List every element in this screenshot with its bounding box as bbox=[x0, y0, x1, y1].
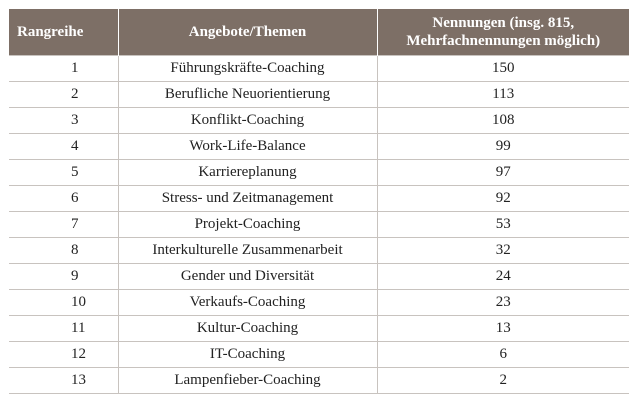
topic-cell: Verkaufs-Coaching bbox=[118, 290, 377, 316]
rank-cell: 9 bbox=[9, 264, 118, 290]
table-row bbox=[9, 290, 629, 316]
topic-cell: Work-Life-Balance bbox=[118, 134, 377, 160]
table-row bbox=[9, 264, 629, 290]
count-cell: 6 bbox=[377, 342, 629, 368]
table-row bbox=[9, 316, 629, 342]
table-row bbox=[9, 186, 629, 212]
rank-cell: 8 bbox=[9, 238, 118, 264]
topic-cell: Lampenfieber-Coaching bbox=[118, 368, 377, 394]
count-cell: 23 bbox=[377, 290, 629, 316]
table-row bbox=[9, 82, 629, 108]
rank-cell: 4 bbox=[9, 134, 118, 160]
topic-cell: Projekt-Coaching bbox=[118, 212, 377, 238]
header-rank: Rangreihe bbox=[9, 9, 118, 56]
rank-cell: 13 bbox=[9, 368, 118, 394]
header-count bbox=[377, 9, 629, 56]
count-cell: 2 bbox=[377, 368, 629, 394]
coaching-topics-table bbox=[9, 9, 629, 394]
topic-cell: Karriereplanung bbox=[118, 160, 377, 186]
topic-cell: Berufliche Neuorientierung bbox=[118, 82, 377, 108]
ranking-table-container bbox=[9, 9, 629, 394]
table-row bbox=[9, 212, 629, 238]
table-body bbox=[9, 56, 629, 394]
topic-cell: Konflikt-Coaching bbox=[118, 108, 377, 134]
rank-cell: 12 bbox=[9, 342, 118, 368]
table-row bbox=[9, 368, 629, 394]
count-cell: 108 bbox=[377, 108, 629, 134]
table-row bbox=[9, 134, 629, 160]
rank-cell: 2 bbox=[9, 82, 118, 108]
count-cell: 150 bbox=[377, 56, 629, 82]
topic-cell: Kultur-Coaching bbox=[118, 316, 377, 342]
count-cell: 24 bbox=[377, 264, 629, 290]
topic-cell: IT-Coaching bbox=[118, 342, 377, 368]
topic-cell: Interkulturelle Zusammenarbeit bbox=[118, 238, 377, 264]
table-row bbox=[9, 108, 629, 134]
table-row bbox=[9, 56, 629, 82]
header-count-line2: Mehrfachnennungen möglich) bbox=[406, 33, 601, 49]
rank-cell: 7 bbox=[9, 212, 118, 238]
rank-cell: 3 bbox=[9, 108, 118, 134]
table-row bbox=[9, 238, 629, 264]
table-row bbox=[9, 160, 629, 186]
table-row bbox=[9, 342, 629, 368]
rank-cell: 10 bbox=[9, 290, 118, 316]
header-count-line1: Nennungen (insg. 815, bbox=[432, 15, 575, 31]
header-row bbox=[9, 9, 629, 56]
topic-cell: Stress- und Zeitmanagement bbox=[118, 186, 377, 212]
count-cell: 32 bbox=[377, 238, 629, 264]
count-cell: 99 bbox=[377, 134, 629, 160]
count-cell: 97 bbox=[377, 160, 629, 186]
rank-cell: 1 bbox=[9, 56, 118, 82]
topic-cell: Gender und Diversität bbox=[118, 264, 377, 290]
count-cell: 113 bbox=[377, 82, 629, 108]
topic-cell: Führungskräfte-Coaching bbox=[118, 56, 377, 82]
rank-cell: 6 bbox=[9, 186, 118, 212]
count-cell: 13 bbox=[377, 316, 629, 342]
rank-cell: 11 bbox=[9, 316, 118, 342]
rank-cell: 5 bbox=[9, 160, 118, 186]
count-cell: 92 bbox=[377, 186, 629, 212]
count-cell: 53 bbox=[377, 212, 629, 238]
header-topic: Angebote/Themen bbox=[118, 9, 377, 56]
table-header bbox=[9, 9, 629, 56]
